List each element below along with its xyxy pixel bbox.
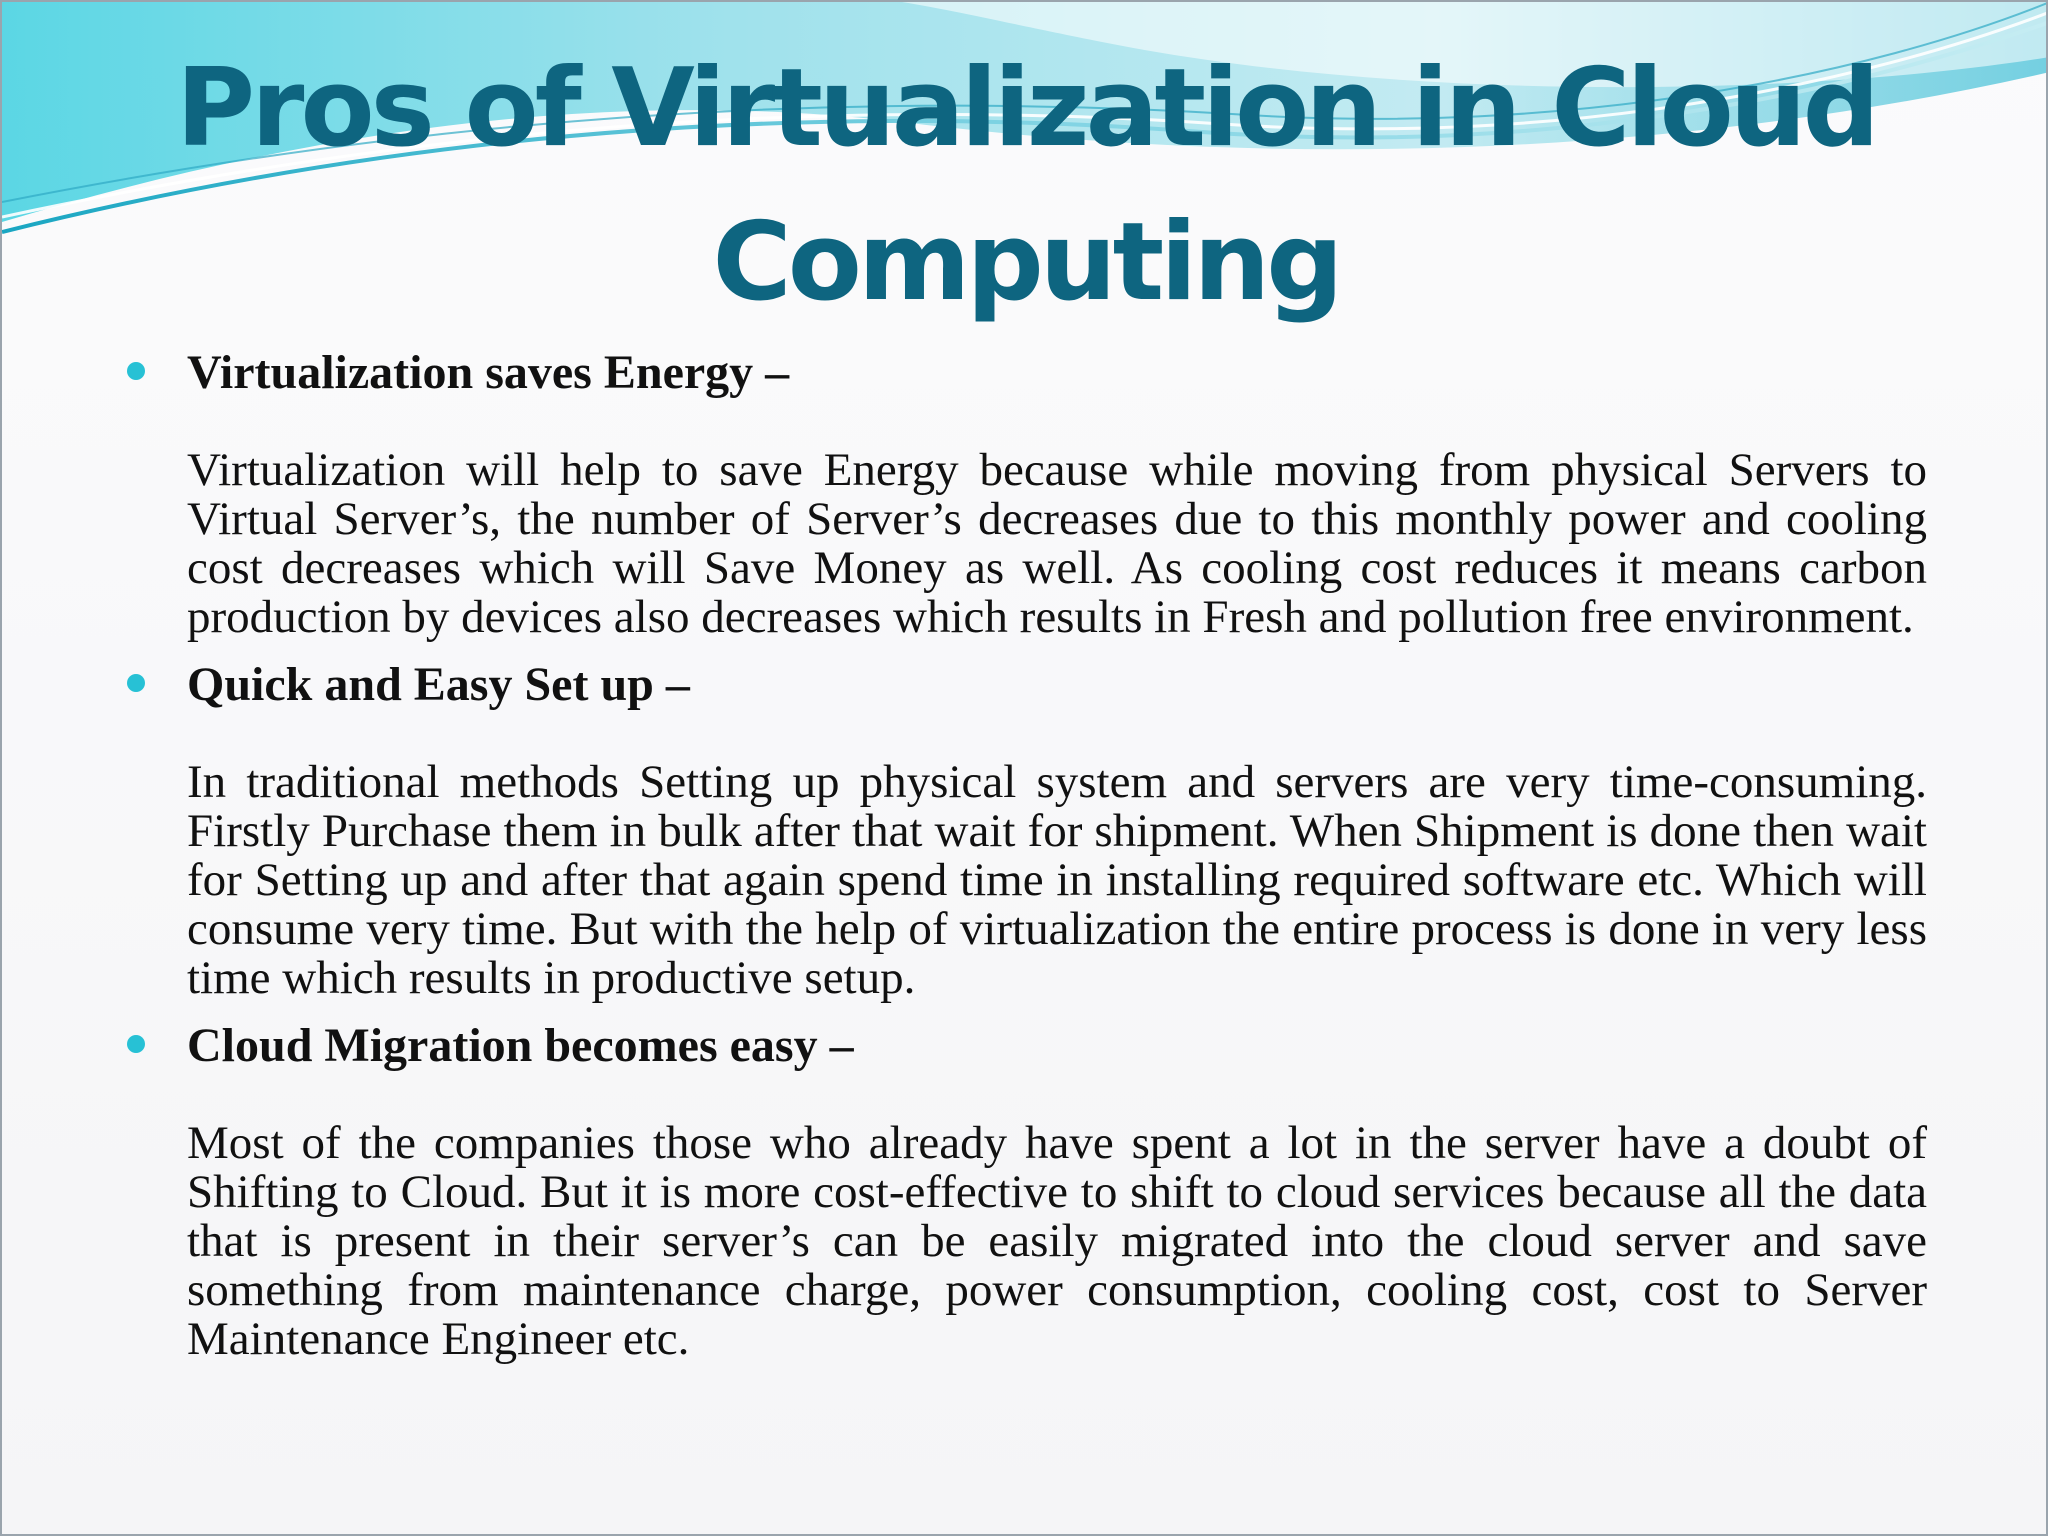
item-body: Virtualization will help to save Energy because while moving from physical Servers to Virtual Server’s, the number of Server’s decreases due to this monthly power and cooling cost decreases which will Save Money as well. As cooling cost reduces it means carbon production by devices also decreases which results in Fresh and pollution free environment.: [187, 444, 1927, 643]
bullet-icon: [127, 674, 145, 692]
list-item: [127, 650, 1927, 1003]
bullet-icon: [127, 362, 145, 380]
slide-title: Pros of Virtualization in Cloud Computing: [176, 46, 1876, 325]
item-body: Most of the companies those who already have spent a lot in the server have a doubt of Shifting to Cloud. But it is more cost-effective to shift to cloud services because all the data that is present in their server’s can be easily migrated into the cloud server and save something from maintenance charge, power consumption, cooling cost, cost to Server Maintenance Engineer etc.: [187, 1117, 1927, 1365]
bullet-icon: [127, 1035, 145, 1053]
item-heading: Quick and Easy Set up –: [187, 658, 690, 711]
list-item: [127, 338, 1927, 642]
bullet-list: [127, 338, 1927, 1364]
item-heading: Cloud Migration becomes easy –: [187, 1019, 854, 1072]
list-item: [127, 1011, 1927, 1364]
item-heading: Virtualization saves Energy –: [187, 346, 790, 399]
item-body: In traditional methods Setting up physical system and servers are very time-consuming. Firstly Purchase them in bulk after that wait for shipment. When Shipment is done then wait for Setting up and after that again spend time in installing required software etc. Which will consume very time. But with the help of virtualization the entire process is done in very less time which results in productive setup.: [187, 756, 1927, 1004]
